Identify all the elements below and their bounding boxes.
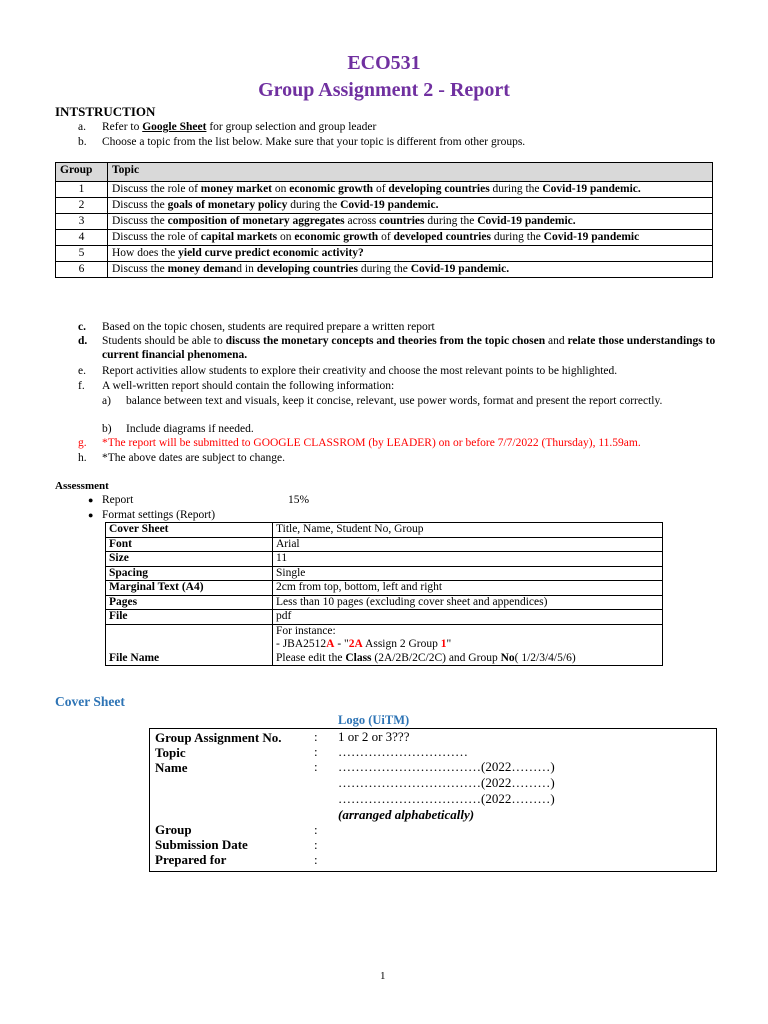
format-settings-table	[105, 522, 663, 666]
bullet-icon: ●	[88, 495, 94, 505]
instruction-label: a.	[78, 121, 86, 133]
table-row: File pdf	[106, 610, 663, 625]
table-row: 1 Discuss the role of money market on economic growth of developing countries during the Covid-19 pandemic.	[56, 182, 713, 198]
document-page: ECO531 Group Assignment 2 - Report INTSTRUCTION a. Refer to Google Sheet for group selection and group leader b. Choose a topic from the list below. Make sure that your topic is different from other groups. Group Topic 1 Discuss the role of money market on economic growth of developing countries during the Covid-19 pandemic. 2 Discuss the goals of monetary policy during the Covid-19 pandemic. 3 Discuss the composition of monetary aggregates across countries during the Covid-19 pandemic. 4 Discuss the role of capital markets on economic growth of developed countries during the Covid-19 pandemic 5 How does the yield curve predict economic activity? 6 Discuss the money demand in developing countries during the Covid-19 pandemic. c. Based on the topic chosen, students are required prepare a written report d. Students should be able to discuss the monetary concepts and theories from the topic chosen and relate those understandings to current financial phenomena. e. Report activities allow students to explore their creativity and choose the most relevant points to be highlighted. f. A well-written report should contain the following information: a) balance between text and visuals, keep it concise, relevant, use power words, format and present the report correctly. b) Include diagrams if needed. g. *The report will be submitted to GOOGLE CLASSROM (by LEADER) on or before 7/7/2022 (Thursday), 11.59am. h. *The above dates are subject to change. Assessment ● Report 15% ● Format settings (Report) Cover Sheet Title, Name, Student No, Group Font Arial Size 11 Spacing Single Marginal Text (A4) 2cm from top, bottom, left and right Pages Less than 10 pages (excluding cover sheet and appendices) File pdf File Name For instance: - JBA2512A - "2A Assign 2 Group 1" Please edit the Class (2A/2B/2C/2C) and Group No( 1/2/3/4/5/6) Cover Sheet Logo (UiTM) Group Assignment No. : 1 or 2 or 3??? Topic : ………………………… Name : ……………………………(2022………) ……………………………(2022………) ……………………………(2022………) (arranged alphabetically) Group : Submission Date : Prepared for : 1	[0, 0, 768, 1024]
table-row: 3 Discuss the composition of monetary aggregates across countries during the Covid-19 pandemic.	[56, 214, 713, 230]
table-row: File Name For instance: - JBA2512A - "2A Assign 2 Group 1" Please edit the Class (2A/2B/2C/2C) and Group No( 1/2/3/4/5/6)	[106, 624, 663, 666]
table-row: Spacing Single	[106, 566, 663, 581]
google-sheet-link[interactable]: Google Sheet	[142, 121, 207, 133]
table-row: Size 11	[106, 552, 663, 567]
table-row: Font Arial	[106, 537, 663, 552]
table-header-row	[56, 163, 713, 182]
header-topic: Topic	[108, 163, 713, 182]
table-row: 5 How does the yield curve predict economic activity?	[56, 246, 713, 262]
table-row: Pages Less than 10 pages (excluding cover sheet and appendices)	[106, 595, 663, 610]
assessment-heading: Assessment	[55, 480, 109, 492]
instruction-label: b.	[78, 136, 87, 148]
report-weight: 15%	[288, 494, 310, 506]
file-name-example: For instance: - JBA2512A - "2A Assign 2 Group 1" Please edit the Class (2A/2B/2C/2C) and Group No( 1/2/3/4/5/6)	[273, 624, 663, 666]
report-label: Report	[102, 494, 134, 506]
table-row: 2 Discuss the goals of monetary policy during the Covid-19 pandemic.	[56, 198, 713, 214]
format-settings-label: Format settings (Report)	[102, 509, 216, 521]
topic-table	[55, 162, 713, 278]
cover-sheet-template: Group Assignment No. : 1 or 2 or 3??? Topic : ………………………… Name : ……………………………(2022………) ……………………………(2022………) ……………………………(2022………) (arranged alphabetically) Group : Submission Date : Prepared for :	[149, 728, 717, 872]
course-code: ECO531	[347, 52, 421, 74]
table-row: 6 Discuss the money demand in developing countries during the Covid-19 pandemic.	[56, 262, 713, 278]
header-group: Group	[56, 163, 108, 182]
page-number: 1	[380, 970, 386, 982]
instruction-heading: INTSTRUCTION	[55, 104, 156, 119]
document-title: Group Assignment 2 - Report	[258, 79, 510, 101]
logo-placeholder: Logo (UiTM)	[338, 713, 410, 727]
cover-sheet-heading: Cover Sheet	[55, 694, 125, 709]
table-row: Marginal Text (A4) 2cm from top, bottom, left and right	[106, 581, 663, 596]
table-row: Cover Sheet Title, Name, Student No, Group	[106, 523, 663, 538]
bullet-icon: ●	[88, 510, 94, 520]
table-row: 4 Discuss the role of capital markets on economic growth of developed countries during the Covid-19 pandemic	[56, 230, 713, 246]
